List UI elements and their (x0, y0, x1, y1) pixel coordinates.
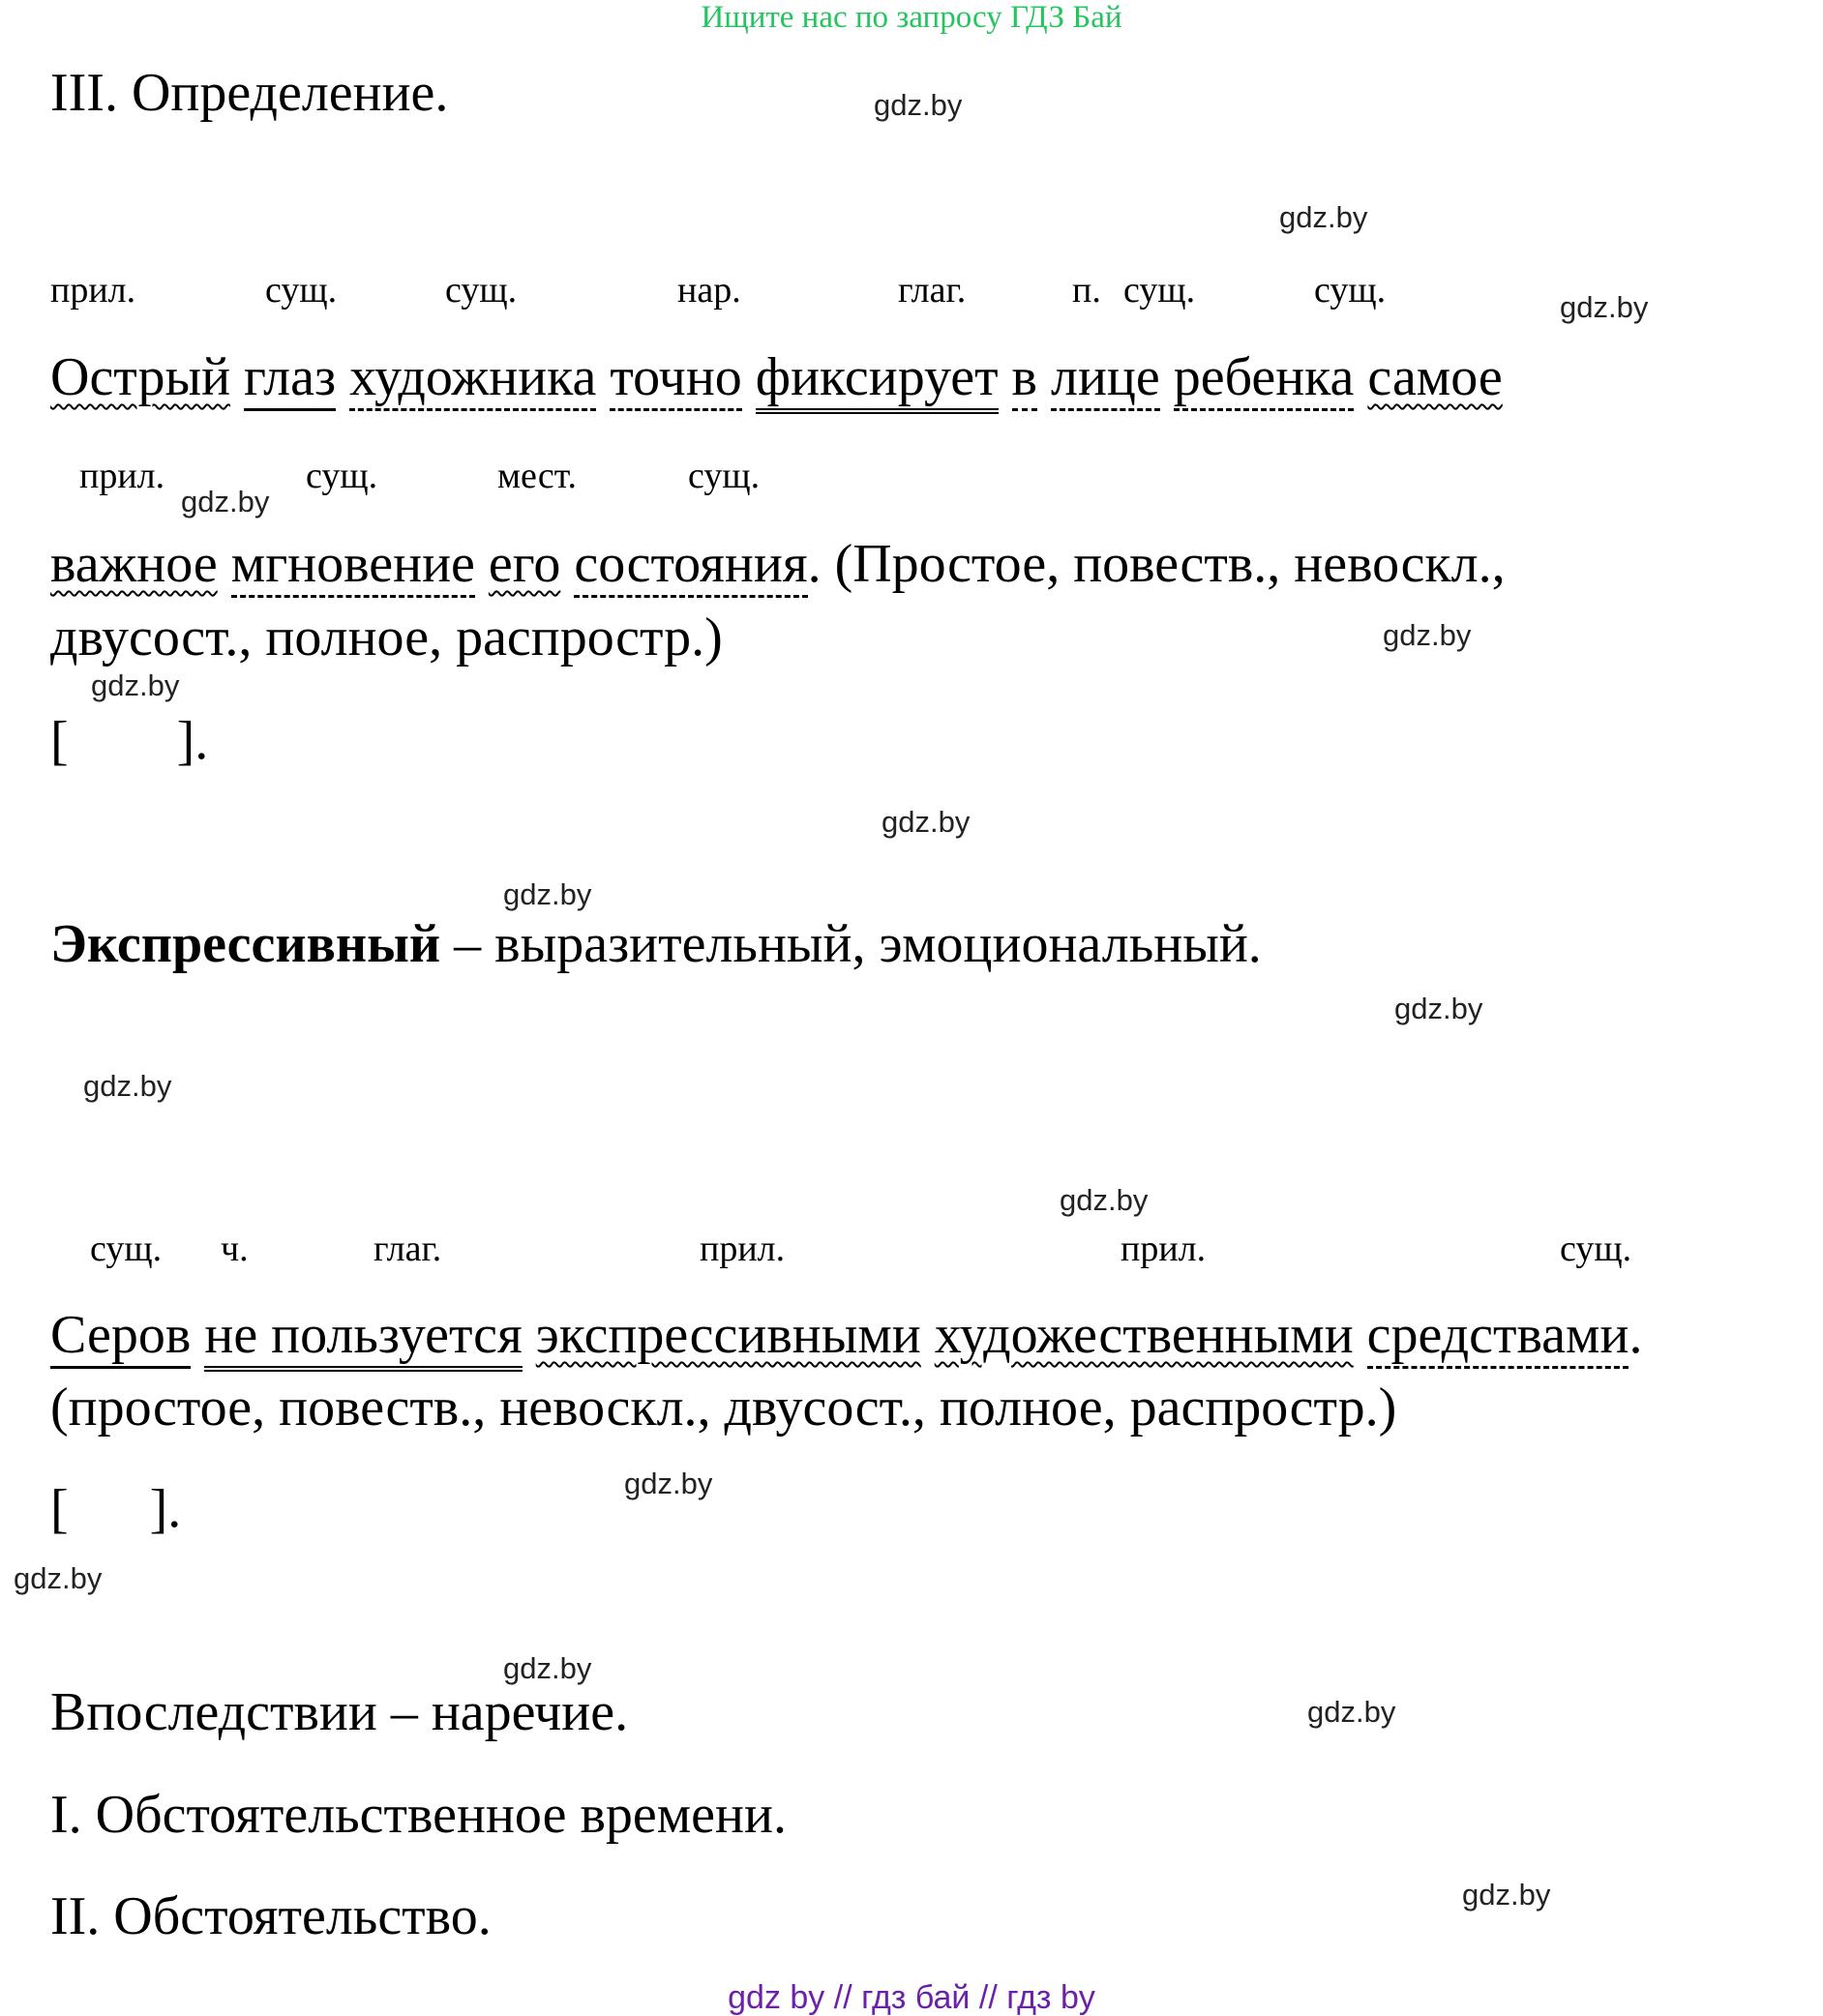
definition (50, 914, 1262, 974)
watermark: gdz.by (83, 1069, 172, 1103)
word-adverbial: в (1012, 347, 1037, 411)
word-attribute: ребенка (1174, 347, 1355, 411)
word-predicate: не пользуется (204, 1305, 522, 1372)
sentence-2-analysis: (простое, повеств., невоскл., двусост., полное, распростр.) (50, 1378, 1397, 1438)
sentence-1-scheme: [ ]. (50, 711, 209, 771)
word-attribute: художественными (934, 1305, 1354, 1365)
watermark: gdz.by (1462, 1878, 1551, 1912)
sentence-1-analysis: двусост., полное, распростр.) (50, 608, 723, 667)
word-attribute: экспрессивными (535, 1305, 921, 1365)
sentence-2-line-1 (50, 1305, 1643, 1365)
sentence-2-end: . (1629, 1305, 1643, 1365)
word-object: средствами (1367, 1305, 1629, 1369)
top-banner: Ищите нас по запросу ГДЗ Бай (701, 0, 1122, 35)
word-predicate: фиксирует (756, 347, 999, 414)
pos-label: сущ. (1123, 270, 1196, 311)
pos-label: сущ. (265, 270, 338, 311)
word-attribute: Острый (50, 347, 231, 407)
watermark: gdz.by (91, 668, 180, 702)
word-object: мгновение (231, 534, 475, 598)
analysis-item-1: I. Обстоятельственное времени. (50, 1785, 787, 1845)
pos-label: п. (1072, 270, 1101, 311)
pos-label: сущ. (1560, 1229, 1632, 1269)
sentence-2-scheme: [ ]. (50, 1479, 182, 1539)
watermark: gdz.by (874, 88, 963, 122)
pos-label: сущ. (445, 270, 518, 311)
pos-label: нар. (677, 270, 741, 311)
word-attribute: состояния (574, 534, 807, 598)
watermark: gdz.by (1060, 1183, 1149, 1217)
watermark: gdz.by (882, 805, 971, 839)
watermark: gdz.by (1394, 992, 1483, 1025)
word-attribute: его (488, 534, 561, 594)
word-subject: глаз (244, 347, 336, 411)
watermark: gdz.by (1307, 1695, 1396, 1729)
pos-label: прил. (700, 1229, 786, 1269)
watermark: gdz.by (1383, 618, 1472, 652)
sentence-1-line-2 (50, 534, 1506, 594)
analysis-item-2: II. Обстоятельство. (50, 1886, 492, 1946)
word-attribute: важное (50, 534, 218, 594)
watermark: gdz.by (624, 1467, 713, 1500)
watermark: gdz.by (1560, 290, 1649, 324)
watermark: gdz.by (503, 1651, 592, 1685)
section-heading: III. Определение. (50, 63, 449, 123)
word-adverbial: точно (610, 347, 741, 411)
pos-label: сущ. (688, 456, 761, 496)
pos-label: сущ. (90, 1229, 163, 1269)
sentence-1-tail: . (Простое, повеств., невоскл., (807, 534, 1506, 594)
word-analysis-heading: Впоследствии – наречие. (50, 1682, 629, 1742)
pos-label: сущ. (306, 456, 378, 496)
pos-label: мест. (497, 456, 577, 496)
pos-label: ч. (221, 1229, 249, 1269)
pos-label: глаг. (374, 1229, 442, 1269)
definition-meaning: – выразительный, эмоциональный. (440, 914, 1262, 974)
pos-label: глаг. (898, 270, 967, 311)
watermark: gdz.by (14, 1561, 103, 1595)
word-attribute: самое (1367, 347, 1503, 407)
pos-label: сущ. (1314, 270, 1387, 311)
sentence-1-line-1 (50, 347, 1503, 407)
footer-links[interactable]: gdz by // гдз бай // гдз by (728, 1979, 1095, 2016)
watermark: gdz.by (181, 485, 270, 519)
watermark: gdz.by (503, 877, 592, 911)
word-subject: Серов (50, 1305, 191, 1369)
definition-term: Экспрессивный (50, 914, 441, 974)
pos-label: прил. (1121, 1229, 1207, 1269)
pos-label: прил. (79, 456, 165, 496)
word-attribute: художника (349, 347, 596, 411)
watermark: gdz.by (1279, 200, 1368, 234)
word-adverbial: лице (1051, 347, 1160, 411)
pos-label: прил. (50, 270, 136, 311)
